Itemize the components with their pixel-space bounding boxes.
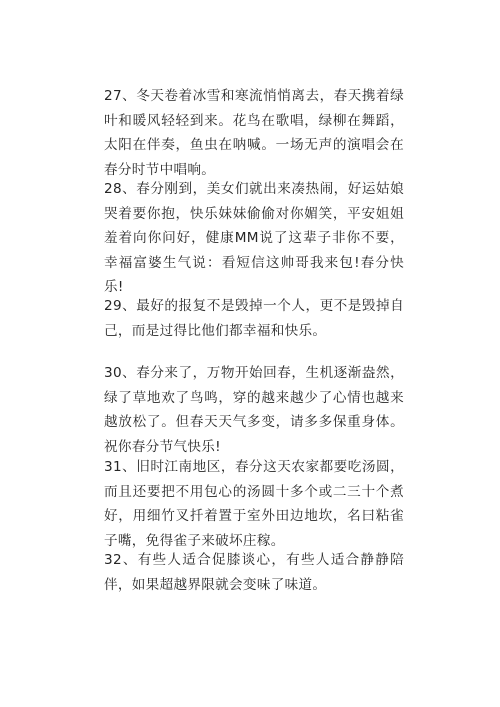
paragraph-29: 29、最好的报复不是毁掉一个人，更不是毁掉自己，而是过得比他们都幸福和快乐。 xyxy=(104,298,404,339)
paragraph-30: 30、春分来了，万物开始回春，生机逐渐盎然，绿了草地欢了鸟鸣，穿的越来越少了心情也越来越放松了。但春天天气多变，请多多保重身体。祝你春分节气快乐! xyxy=(104,365,404,455)
paragraph-27: 27、冬天卷着冰雪和寒流悄悄离去，春天携着绿叶和暖风轻轻到来。花鸟在歌唱，绿柳在舞蹈，太阳在伴奏，鱼虫在呐喊。一场无声的演唱会在春分时节中唱响。 xyxy=(104,88,404,178)
paragraph-28: 28、春分刚到，美女们就出来凑热闹，好运姑娘哭着要你抱，快乐妹妹偷偷对你媚笑，平安姐姐羞着向你问好，健康MM说了这辈子非你不要，幸福富婆生气说：看短信这帅哥我来包!春分快乐! xyxy=(104,181,404,295)
paragraph-31: 31、旧时江南地区，春分这天农家都要吃汤圆，而且还要把不用包心的汤圆十多个或二三十个煮好，用细竹叉扦着置于室外田边地坎，名曰粘雀子嘴，免得雀子来破坏庄稼。 xyxy=(104,459,404,549)
paragraph-32: 32、有些人适合促膝谈心，有些人适合静静陪伴，如果超越界限就会变味了味道。 xyxy=(104,552,404,593)
